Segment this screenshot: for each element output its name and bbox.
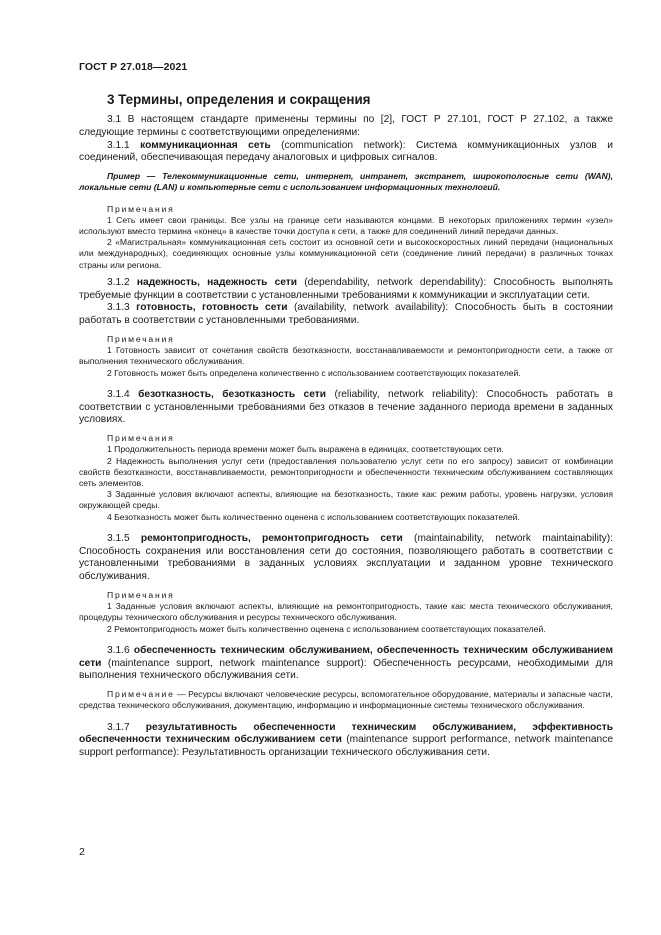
standard-header: ГОСТ Р 27.018—2021 bbox=[79, 61, 188, 73]
note-label: Примечание bbox=[107, 689, 175, 700]
note-item: 1 Сеть имеет свои границы. Все узлы на границе сети называются концами. В некоторых приложениях термин «узел» используют вместо термина «конец» в качестве точки доступа к сети, а также для соединений линий передачи данных. bbox=[79, 214, 613, 236]
section-title: 3 Термины, определения и сокращения bbox=[107, 92, 371, 107]
note-item: 3 Заданные условия включают аспекты, влияющие на безотказность, такие как: режим работы, уровень нагрузки, условия окружающей среды. bbox=[79, 489, 613, 511]
intro-paragraph: 3.1 В настоящем стандарте применены термины по [2], ГОСТ Р 27.101, ГОСТ Р 27.102, а также следующие термины с соответствующими определениями: bbox=[79, 114, 613, 138]
note-item: 2 «Магистральная» коммуникационная сеть состоит из основной сети и высокоскоростных линий передачи (национальных или международных), соединяющих основные узлы коммуникационной сети (соединение линий передачи) в различных точках страны или региона. bbox=[79, 237, 613, 270]
term-3-1-7 bbox=[79, 722, 613, 760]
term-name: готовность, готовность сети bbox=[136, 302, 288, 314]
term-number: 3.1.5 bbox=[107, 532, 141, 544]
note-item: 4 Безотказность может быть количественно оценена с использованием соответствующих показателей. bbox=[107, 511, 520, 522]
term-number: 3.1.4 bbox=[107, 388, 139, 400]
term-number: 3.1.6 bbox=[107, 644, 134, 656]
term-3-1-1 bbox=[79, 140, 613, 166]
term-3-1-6 bbox=[79, 645, 613, 683]
note-item: 1 Продолжительность периода времени может быть выражена в единицах, соответствующих сети. bbox=[107, 444, 504, 455]
notes-heading: Примечания bbox=[107, 433, 175, 444]
note-item: 2 Ремонтопригодность может быть количественно оценена с использованием соответствующих показателей. bbox=[107, 623, 546, 634]
note-text: — Ресурсы включают человеческие ресурсы, вспомогательное оборудование, материалы и запасные части, средства технического обслуживания, документацию, информацию и информационные системы технического обслуживания. bbox=[79, 689, 613, 711]
term-name: обеспеченность техническим обслуживанием, обеспеченность техническим обслуживанием сети bbox=[79, 644, 613, 669]
note-item: 2 Надежность выполнения услуг сети (предоставления пользователю услуг сети по его запросу) зависит от комбинации свойств безотказности, восстанавливаемости, ремонтопригодности и обеспеченности техническим обслуживанием составляющих сеть элементов. bbox=[79, 455, 613, 489]
note-item: 1 Заданные условия включают аспекты, влияющие на ремонтопригодность, такие как: места технического обслуживания, процедуры технического обслуживания и ресурсы технического обслуживания. bbox=[79, 601, 613, 623]
term-3-1-2 bbox=[79, 277, 613, 303]
notes-heading: Примечания bbox=[107, 590, 175, 601]
term-3-1-3 bbox=[79, 302, 613, 328]
term-definition: (maintenance support, network maintenance support): Обеспеченность ресурсами, необходимыми для выполнения технического обслуживания сети. bbox=[79, 657, 613, 682]
term-name: ремонтопригодность, ремонтопригодность сети bbox=[140, 532, 403, 544]
term-definition: (communication network): Система коммуникационных узлов и соединений, обеспечивающая передачу аналоговых и цифровых сигналов. bbox=[79, 139, 613, 164]
note-item: 1 Готовность зависит от сочетания свойств безотказности, восстанавливаемости и ремонтопригодности сети, а также от выполнения технического обслуживания. bbox=[79, 345, 613, 367]
term-definition: (maintainability, network maintainability): Способность сохранения или восстановления сети до состояния, позволяющего работать в соответствии с установленными требованиями в заданных условиях эксплуатации и заданном уровне технического обслуживания. bbox=[79, 532, 613, 583]
term-number: 3.1.7 bbox=[107, 721, 146, 733]
term-name: результативность обеспеченности техническим обслуживанием, эффективность обеспеченности техническим обслуживанием сети bbox=[79, 721, 613, 746]
term-definition: (maintenance support performance, network maintenance support performance): Результативность организации технического обслуживания сети. bbox=[79, 734, 613, 759]
term-number: 3.1.1 bbox=[107, 139, 141, 151]
term-name: надежность, надежность сети bbox=[136, 276, 298, 288]
page-content bbox=[79, 92, 613, 760]
term-number: 3.1.3 bbox=[107, 302, 137, 314]
notes-heading: Примечания bbox=[107, 334, 175, 344]
page-number: 2 bbox=[79, 846, 85, 858]
term-3-1-5 bbox=[79, 533, 613, 584]
term-definition: (dependability, network dependability): Способность выполнять требуемые функции в соответствии с установленными требованиями к коммуникации и эксплуатации сети. bbox=[79, 276, 613, 301]
note-item: 2 Готовность может быть определена количественно с использованием соответствующих показателей. bbox=[107, 367, 521, 378]
term-name: безотказность, безотказность сети bbox=[138, 388, 327, 400]
term-definition: (availability, network availability): Способность быть в состоянии работать в соответствии с установленными требованиями. bbox=[79, 302, 613, 327]
example-text: Пример — Телекоммуникационные сети, интернет, интранет, экстранет, широкополосные сети (WAN), локальные сети (LAN) и компьютерные сети с использованием информационных технологий. bbox=[79, 171, 613, 193]
term-3-1-4 bbox=[79, 389, 613, 427]
term-number: 3.1.2 bbox=[107, 276, 137, 288]
notes-heading: Примечания bbox=[107, 203, 175, 214]
term-name: коммуникационная сеть bbox=[140, 139, 271, 151]
single-note bbox=[79, 689, 613, 711]
term-definition: (reliability, network reliability): Способность работать в соответствии с установленными требованиями без отказов в течение заданного периода времени в заданных условиях. bbox=[79, 388, 613, 426]
